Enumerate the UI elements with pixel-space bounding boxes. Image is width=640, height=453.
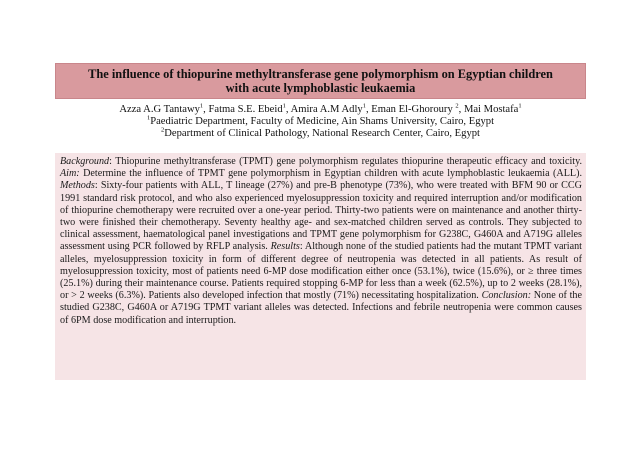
methods-label: Methods — [60, 180, 95, 192]
author-name: Fatma S.E. Ebeid — [208, 104, 283, 115]
author-name: Eman El-Ghoroury — [371, 104, 456, 115]
author-name: Amira A.M Adly — [290, 104, 363, 115]
aim-label: Aim: — [60, 168, 80, 180]
author-affiliation-mark: 1 — [362, 102, 366, 110]
affiliation-2 — [55, 128, 586, 140]
abstract-body — [60, 156, 582, 327]
title-line-1: The influence of thiopurine methyltransferase gene polymorphism on Egyptian children — [88, 67, 553, 81]
author-affiliation-mark: 2 — [455, 102, 459, 110]
affiliation-1 — [55, 116, 586, 128]
aim-text: Determine the influence of TPMT gene polymorphism in Egyptian children with acute lymphoblastic leukaemia (ALL). — [79, 168, 582, 180]
author-separator: , — [203, 104, 209, 115]
author-separator: , — [458, 104, 464, 115]
author-separator: , — [285, 104, 291, 115]
title-banner — [55, 63, 586, 99]
methods-text: : Sixty-four patients with ALL, T lineage (27%) and pre-B phenotype (73%), who were treated with BFM 90 or CCG 1991 standard risk protocol, and who also experienced myelosuppression toxicity and required interruption and/or modification of thiopurine chemotherapy were recruited over a one-year period. Thirty-two patients were on maintenance and another thirty-two were finished their chemotherapy. Seventy healthy age- and sex-matched children served as controls. They subjected to clinical assessment, haematological panel investigations and TPMT gene polymorphism for G238C, G460A and A719G alleles assessment using PCR followed by RFLP analysis. — [60, 180, 582, 253]
title-line-2: with acute lymphoblastic leukaemia — [225, 81, 416, 95]
author-block — [55, 104, 586, 140]
affiliation-text: Paediatric Department, Faculty of Medicine, Ain Shams University, Cairo, Egypt — [150, 116, 495, 127]
author-affiliation-mark: 1 — [282, 102, 286, 110]
author-affiliation-mark: 1 — [518, 102, 522, 110]
abstract-panel — [55, 153, 586, 380]
author-list — [55, 104, 586, 116]
affiliation-mark: 2 — [161, 126, 165, 134]
affiliation-mark: 1 — [146, 114, 151, 122]
author-name: Azza A.G Tantawy — [119, 104, 200, 115]
background-label: Background — [60, 156, 110, 167]
results-text: : Although none of the studied patients had the mutant TPMT variant alleles, myelosuppression toxicity in form of different degree of neutropenia was detected in all patients. As result of myelosuppression toxicity, most of patients need 6-MP dose modification either once (53.1%), twice (15.6%), or ≥ three times (25.1%) during their maintenance course. Patients required stopping 6-MP for less than a week (62.5%), up to 2 weeks (28.1%), or > 2 weeks (6.3%). Patients also developed infection that mostly (71%) necessitating hospitalization. — [60, 241, 582, 302]
author-affiliation-mark: 1 — [199, 102, 204, 110]
background-text: : Thiopurine methyltransferase (TPMT) gene polymorphism regulates thiopurine therapeutic efficacy and toxicity. — [109, 156, 582, 167]
affiliation-text: Department of Clinical Pathology, National Research Center, Cairo, Egypt — [164, 128, 480, 139]
results-label: Results — [270, 241, 300, 253]
conclusion-text: None of the studied G238C, G460A or A719G TPMT variant alleles was detected. Infections and febrile neutropenia were common causes of 6PM dose modification and interruption. — [60, 290, 582, 326]
conclusion-label: Conclusion: — [481, 290, 532, 302]
author-separator: , — [365, 104, 372, 115]
author-name: Mai Mostafa — [463, 104, 519, 115]
